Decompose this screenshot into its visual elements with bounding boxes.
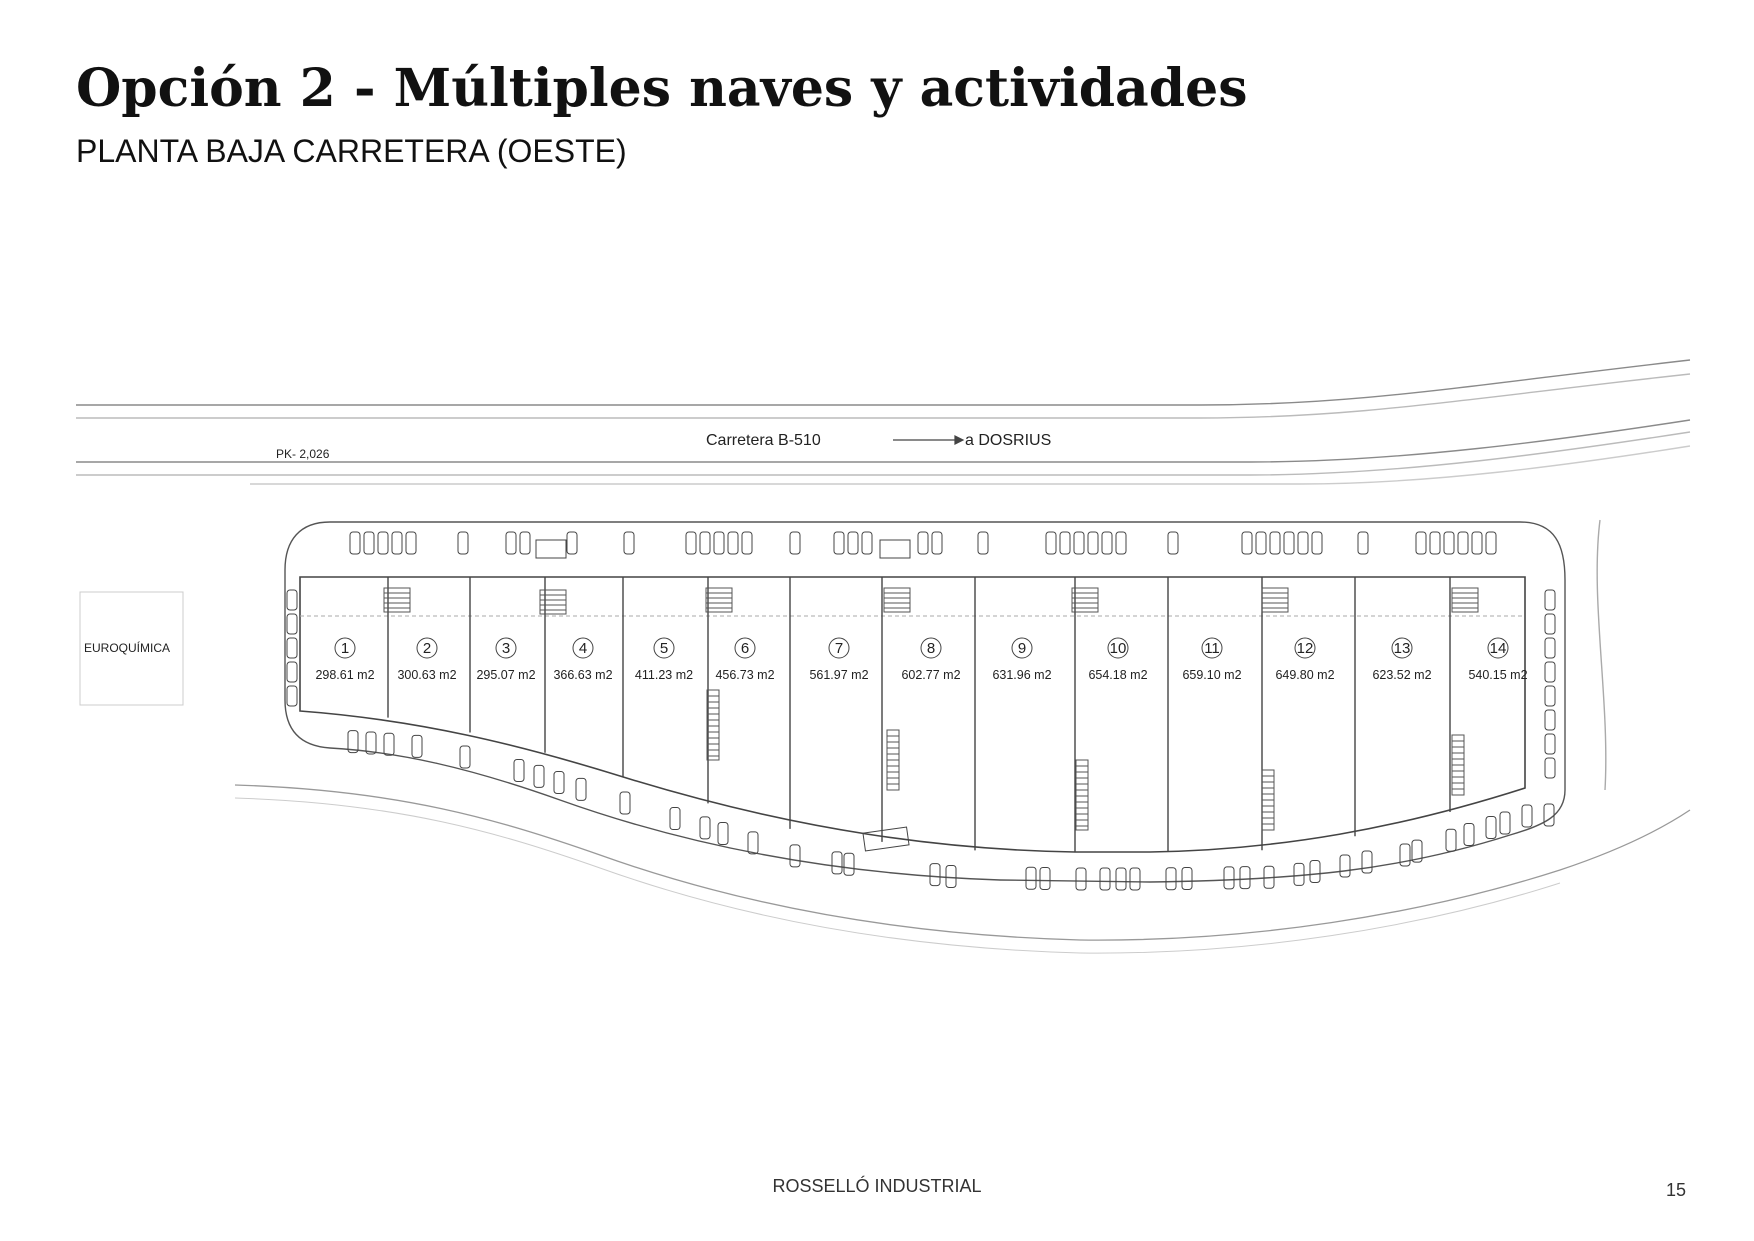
unit-area: 411.23 m2 xyxy=(634,668,694,682)
parking-space xyxy=(790,845,800,867)
parking-side-rows xyxy=(287,590,1555,778)
parking-top-row xyxy=(350,532,1496,558)
building-outline xyxy=(300,577,1528,852)
neighbor-label: EUROQUÍMICA xyxy=(84,641,171,655)
parking-space xyxy=(686,532,696,554)
unit-11 xyxy=(1182,638,1241,682)
parking-space xyxy=(1224,867,1234,889)
page-number: 15 xyxy=(1665,1180,1686,1200)
unit-number: 1 xyxy=(340,640,350,657)
unit-2 xyxy=(397,638,456,682)
parking-space xyxy=(832,852,842,874)
parking-space xyxy=(1130,868,1140,890)
parking-space xyxy=(1240,867,1250,889)
unit-1 xyxy=(315,638,374,682)
road-lines xyxy=(76,360,1690,790)
unit-number: 11 xyxy=(1204,640,1220,657)
parking-space xyxy=(520,532,530,554)
staircases xyxy=(384,588,1478,830)
parking-space xyxy=(1074,532,1084,554)
direction-label: a DOSRIUS xyxy=(965,432,1052,449)
unit-13 xyxy=(1372,638,1431,682)
unit-number: 9 xyxy=(1017,640,1027,657)
unit-area: 659.10 m2 xyxy=(1182,668,1242,682)
parking-space xyxy=(392,532,402,554)
parking-space xyxy=(624,532,634,554)
parking-space xyxy=(514,760,524,782)
staircase xyxy=(1262,770,1274,830)
unit-number: 3 xyxy=(501,640,511,657)
parking-space xyxy=(862,532,872,554)
parking-space xyxy=(1458,532,1468,554)
parking-space xyxy=(1545,638,1555,658)
unit-7 xyxy=(809,638,868,682)
parking-space xyxy=(718,822,728,844)
unit-walls xyxy=(388,577,1450,852)
page-title: Opción 2 - Múltiples naves y actividades xyxy=(76,58,1248,119)
parking-space xyxy=(287,614,297,634)
unit-area: 623.52 m2 xyxy=(1372,668,1432,682)
pk-label: PK- 2,026 xyxy=(276,447,330,461)
parking-space xyxy=(458,532,468,554)
parking-space xyxy=(287,590,297,610)
unit-area: 561.97 m2 xyxy=(809,668,869,682)
parking-space xyxy=(946,866,956,888)
unit-number: 7 xyxy=(834,640,844,657)
parking-space xyxy=(1464,824,1474,846)
parking-space xyxy=(1545,590,1555,610)
parking-space xyxy=(1446,829,1456,851)
parking-space xyxy=(384,733,394,755)
staircase xyxy=(707,690,719,760)
unit-number: 5 xyxy=(659,640,669,657)
parking-space xyxy=(1545,758,1555,778)
parking-space xyxy=(1076,868,1086,890)
parking-space xyxy=(567,532,577,554)
parking-space xyxy=(287,662,297,682)
unit-6 xyxy=(715,638,774,682)
planter xyxy=(880,540,910,558)
parking-space xyxy=(378,532,388,554)
unit-area: 366.63 m2 xyxy=(553,668,613,682)
parking-space xyxy=(670,808,680,830)
unit-9 xyxy=(992,638,1051,682)
staircase xyxy=(1452,588,1478,612)
staircase xyxy=(1076,760,1088,830)
footer-brand: ROSSELLÓ INDUSTRIAL xyxy=(772,1176,982,1196)
parking-space xyxy=(1060,532,1070,554)
parking-space xyxy=(834,532,844,554)
parking-space xyxy=(1310,861,1320,883)
parking-space xyxy=(1544,804,1554,826)
unit-number: 8 xyxy=(926,640,936,657)
parking-space xyxy=(1284,532,1294,554)
parking-space xyxy=(506,532,516,554)
parking-space xyxy=(1270,532,1280,554)
staircase xyxy=(1072,588,1098,612)
unit-labels xyxy=(315,638,1527,682)
parking-space xyxy=(930,864,940,886)
parking-space xyxy=(1362,851,1372,873)
parking-space xyxy=(287,686,297,706)
unit-12 xyxy=(1275,638,1334,682)
unit-number: 10 xyxy=(1109,640,1127,657)
parking-space xyxy=(918,532,928,554)
unit-number: 13 xyxy=(1393,640,1411,657)
parking-space xyxy=(1340,855,1350,877)
parking-space xyxy=(460,746,470,768)
parking-space xyxy=(1046,532,1056,554)
staircase xyxy=(1262,588,1288,612)
parking-space xyxy=(1545,686,1555,706)
parking-space xyxy=(1256,532,1266,554)
parking-space xyxy=(742,532,752,554)
parking-space xyxy=(790,532,800,554)
parking-bottom-row xyxy=(348,731,1554,890)
parking-space xyxy=(1040,867,1050,889)
parking-space xyxy=(406,532,416,554)
parking-space xyxy=(1312,532,1322,554)
parking-space xyxy=(1545,710,1555,730)
parking-space xyxy=(1500,812,1510,834)
parking-space xyxy=(1472,532,1482,554)
staircase xyxy=(706,588,732,612)
parking-space xyxy=(1166,868,1176,890)
parking-space xyxy=(932,532,942,554)
site-outer-road xyxy=(235,785,1690,940)
unit-10 xyxy=(1088,638,1147,682)
parking-space xyxy=(1416,532,1426,554)
parking-space xyxy=(1430,532,1440,554)
parking-space xyxy=(700,817,710,839)
unit-4 xyxy=(553,638,612,682)
staircase xyxy=(540,590,566,614)
parking-space xyxy=(1102,532,1112,554)
parking-space xyxy=(1100,868,1110,890)
unit-3 xyxy=(476,638,535,682)
parking-space xyxy=(748,832,758,854)
parking-space xyxy=(1545,734,1555,754)
parking-space xyxy=(1116,532,1126,554)
parking-space xyxy=(1298,532,1308,554)
unit-area: 649.80 m2 xyxy=(1275,668,1335,682)
staircase xyxy=(887,730,899,790)
unit-area: 300.63 m2 xyxy=(397,668,457,682)
unit-number: 2 xyxy=(422,640,432,657)
parking-space xyxy=(350,532,360,554)
parking-space xyxy=(554,772,564,794)
parking-space xyxy=(1545,662,1555,682)
parking-space xyxy=(534,765,544,787)
parking-space xyxy=(412,735,422,757)
parking-space xyxy=(364,532,374,554)
parking-space xyxy=(728,532,738,554)
unit-number: 4 xyxy=(578,640,588,657)
unit-area: 631.96 m2 xyxy=(992,668,1052,682)
parking-space xyxy=(1294,863,1304,885)
unit-number: 14 xyxy=(1489,640,1507,657)
page-subtitle: PLANTA BAJA CARRETERA (OESTE) xyxy=(76,133,627,169)
staircase xyxy=(884,588,910,612)
unit-area: 298.61 m2 xyxy=(315,668,375,682)
parking-space xyxy=(714,532,724,554)
parking-space xyxy=(1242,532,1252,554)
parking-space xyxy=(848,532,858,554)
unit-area: 295.07 m2 xyxy=(476,668,536,682)
parking-space xyxy=(1486,816,1496,838)
parking-space xyxy=(1486,532,1496,554)
parking-space xyxy=(287,638,297,658)
unit-area: 602.77 m2 xyxy=(901,668,961,682)
parking-space xyxy=(1026,867,1036,889)
unit-area: 456.73 m2 xyxy=(715,668,775,682)
unit-area: 654.18 m2 xyxy=(1088,668,1148,682)
unit-14 xyxy=(1468,638,1527,682)
parking-space xyxy=(700,532,710,554)
parking-space xyxy=(1444,532,1454,554)
parking-space xyxy=(1182,868,1192,890)
parking-space xyxy=(844,853,854,875)
direction-arrow-icon xyxy=(893,436,963,444)
parking-space xyxy=(1358,532,1368,554)
parking-space xyxy=(978,532,988,554)
parking-space xyxy=(620,792,630,814)
parking-space xyxy=(576,778,586,800)
road-label: Carretera B-510 xyxy=(706,432,821,449)
unit-8 xyxy=(901,638,960,682)
unit-number: 12 xyxy=(1296,640,1314,657)
unit-number: 6 xyxy=(740,640,750,657)
staircase xyxy=(1452,735,1464,795)
planter xyxy=(536,540,566,558)
parking-space xyxy=(1116,868,1126,890)
parking-space xyxy=(1088,532,1098,554)
parking-space xyxy=(1168,532,1178,554)
unit-area: 540.15 m2 xyxy=(1468,668,1528,682)
parking-space xyxy=(1545,614,1555,634)
parking-space xyxy=(1522,805,1532,827)
unit-5 xyxy=(635,638,693,682)
